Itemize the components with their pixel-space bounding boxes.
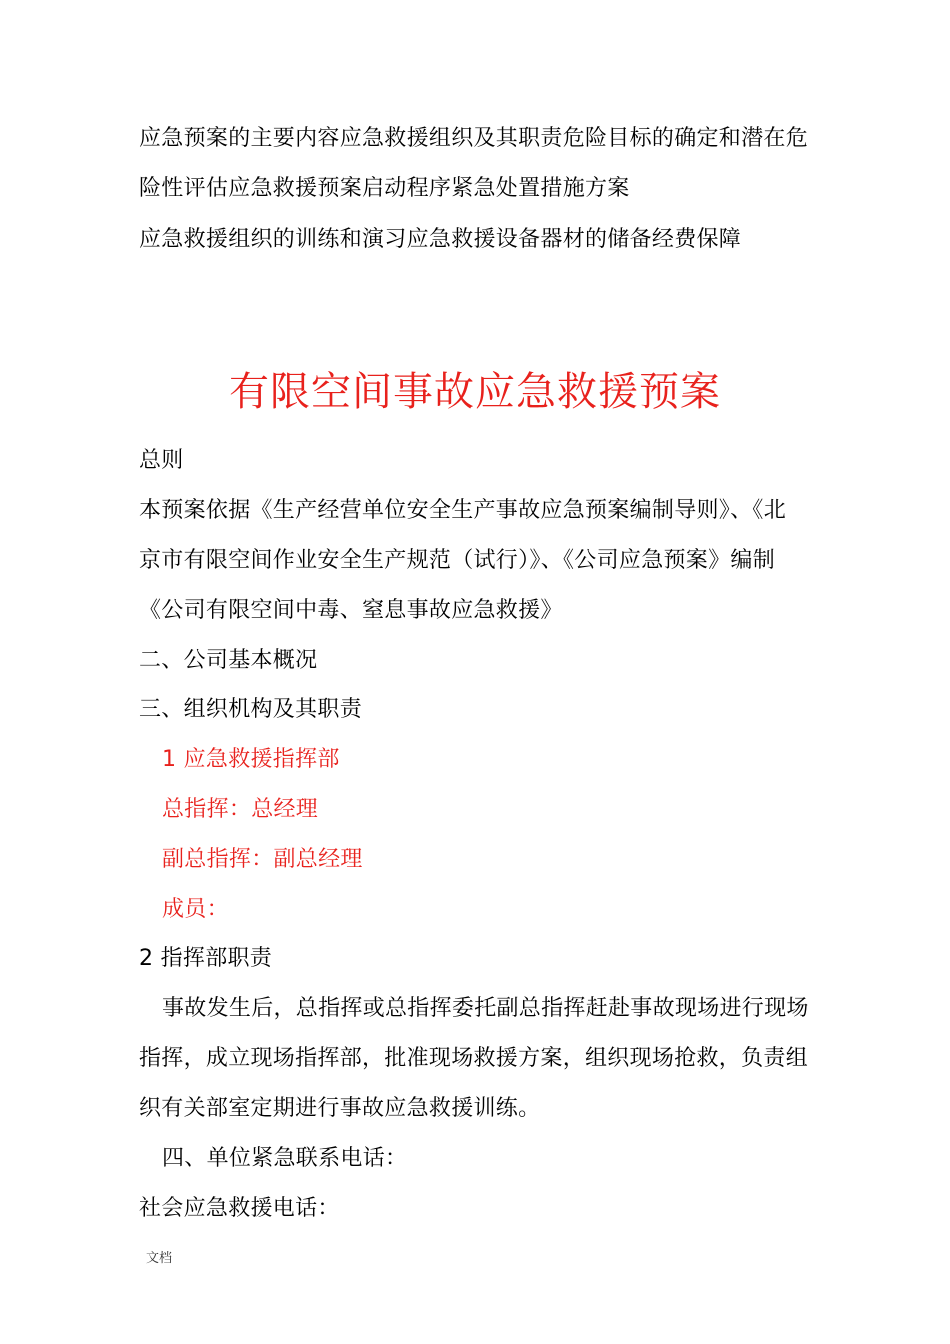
intro-line-2: 险性评估应急救援预案启动程序紧急处置措施方案	[139, 176, 630, 201]
section-2-heading: 二、公司基本概况	[139, 648, 318, 673]
basis-line-3: 《公司有限空间中毒、窒息事故应急救援》	[139, 598, 563, 623]
basis-line-2: 京市有限空间作业安全生产规范（试行）》、《公司应急预案》编制	[139, 548, 776, 573]
basis-line-1: 本预案依据《生产经营单位安全生产事故应急预案编制导则》、《北	[139, 498, 787, 523]
intro-line-1: 应急预案的主要内容应急救援组织及其职责危险目标的确定和潜在危	[139, 126, 809, 151]
members-line: 成员：	[162, 897, 229, 922]
hq-heading: 1 应急救援指挥部	[162, 747, 340, 772]
duties-line-3: 织有关部室定期进行事故应急救援训练。	[139, 1096, 541, 1121]
section-3-heading: 三、组织机构及其职责	[139, 697, 363, 722]
section-4-heading: 四、单位紧急联系电话：	[162, 1146, 408, 1171]
general-heading: 总则	[139, 448, 184, 473]
deputy-commander-line: 副总指挥：副总经理	[162, 847, 363, 872]
intro-line-3: 应急救援组织的训练和演习应急救援设备器材的储备经费保障	[139, 227, 742, 252]
duties-heading: 2 指挥部职责	[139, 946, 273, 971]
page-footer: 文档	[146, 1251, 173, 1266]
social-emergency-phone: 社会应急救援电话：	[139, 1196, 340, 1221]
document-title: 有限空间事故应急救援预案	[229, 369, 721, 415]
duties-line-1: 事故发生后，总指挥或总指挥委托副总指挥赶赴事故现场进行现场	[162, 996, 809, 1021]
commander-line: 总指挥：总经理	[162, 797, 319, 822]
duties-line-2: 指挥，成立现场指挥部，批准现场救援方案，组织现场抢救，负责组	[139, 1046, 809, 1071]
